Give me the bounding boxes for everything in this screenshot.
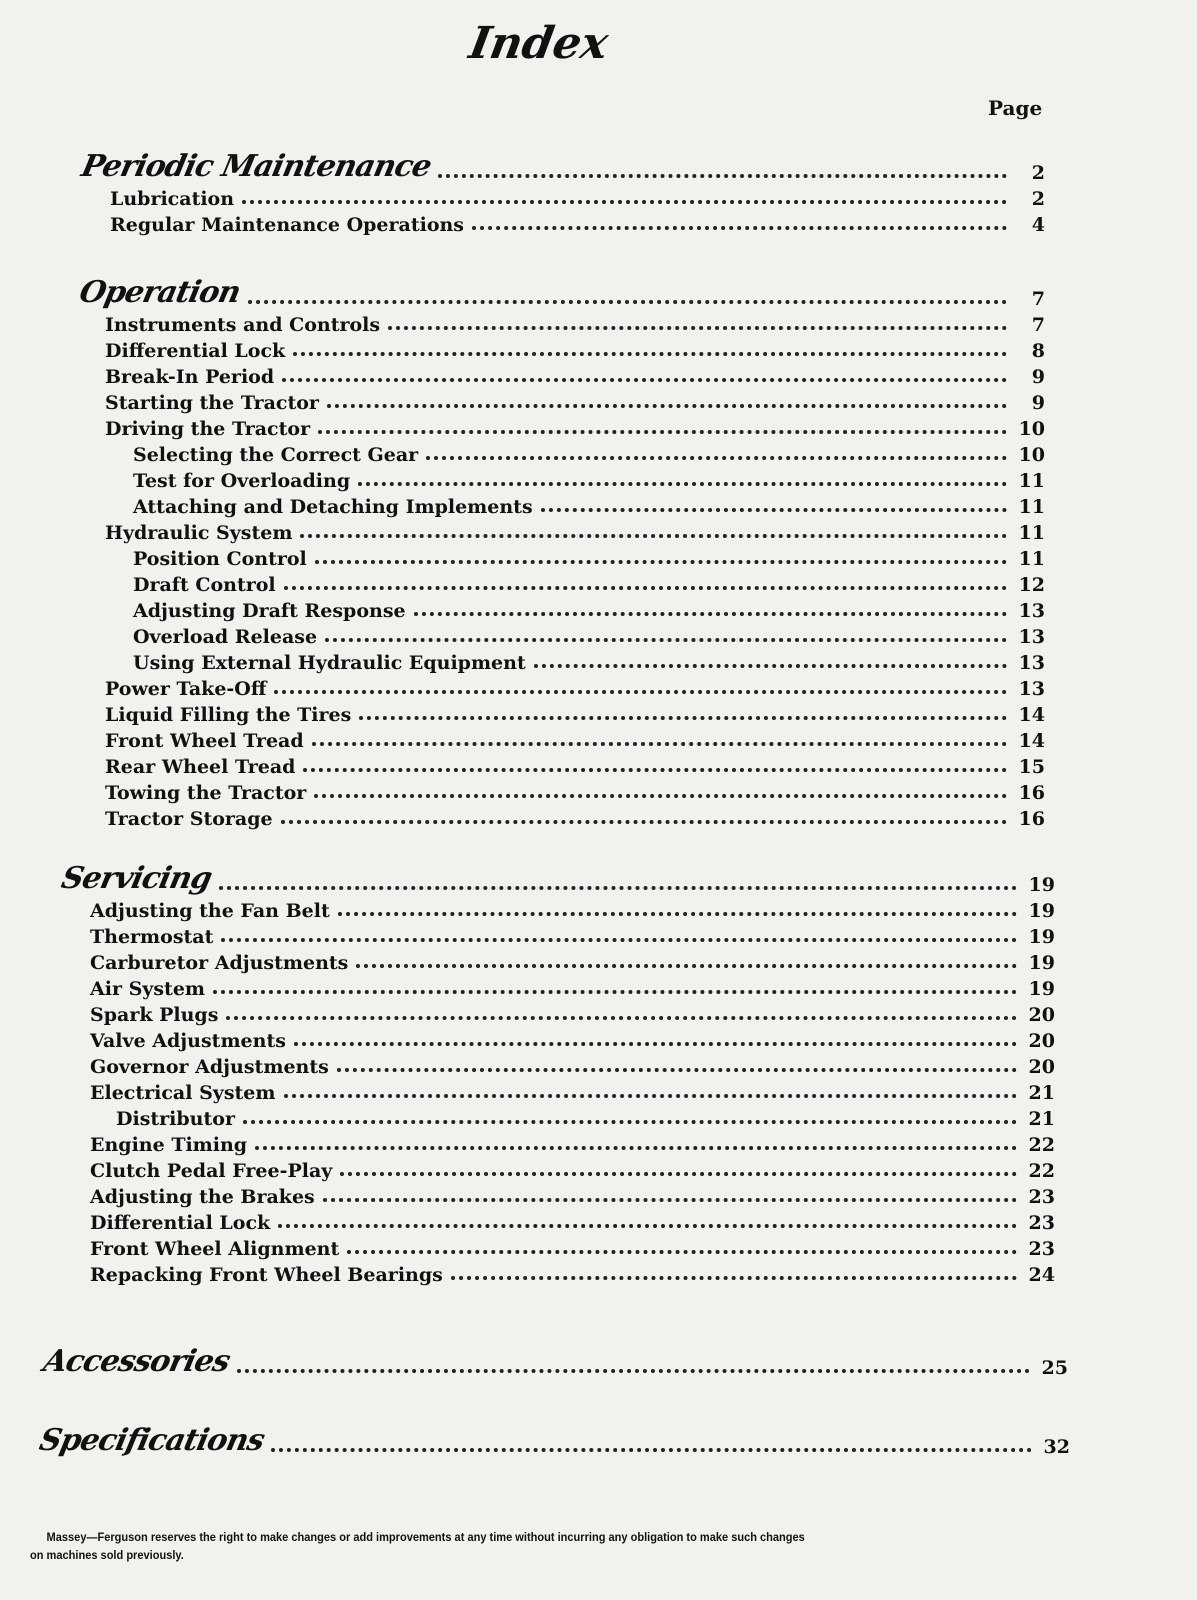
toc-entry-label: Electrical System (90, 1082, 276, 1104)
toc-page-number: 14 (1018, 704, 1045, 726)
toc-entry (133, 492, 1045, 518)
toc-entry-label: Regular Maintenance Operations (110, 214, 465, 236)
dot-leader (219, 886, 1017, 890)
toc-entry-label: Air System (90, 978, 206, 1000)
toc-entry-label: Draft Control (133, 574, 276, 596)
toc-entry-label: Governor Adjustments (90, 1056, 329, 1078)
toc-entry (133, 648, 1045, 674)
toc-entry-label: Liquid Filling the Tires (105, 704, 352, 726)
toc-entry-label: Position Control (133, 548, 307, 570)
toc-section (0, 862, 1197, 1286)
toc-entry (133, 570, 1045, 596)
toc-entry (133, 622, 1045, 648)
dot-leader (359, 716, 1007, 720)
toc-entry-label: Test for Overloading (133, 470, 351, 492)
toc-entry (133, 544, 1045, 570)
toc-page-number: 23 (1028, 1186, 1055, 1208)
toc-entry-label: Break-In Period (105, 366, 275, 388)
toc-page-number: 11 (1018, 470, 1045, 492)
toc-page-number: 10 (1018, 418, 1045, 440)
dot-leader (213, 990, 1017, 994)
toc-entry (105, 752, 1045, 778)
dot-leader (278, 1224, 1017, 1228)
toc-page-number: 11 (1018, 522, 1045, 544)
toc-entry-label: Driving the Tractor (105, 418, 311, 440)
toc-entry (90, 1208, 1055, 1234)
footer-disclaimer (30, 1528, 968, 1564)
toc-entry (90, 1130, 1055, 1156)
toc-page-number: 19 (1028, 874, 1055, 896)
toc-page-number: 11 (1018, 496, 1045, 518)
toc-section-heading (36, 1423, 1070, 1458)
toc-page-number: 10 (1018, 444, 1045, 466)
toc-entry (110, 210, 1045, 236)
toc-section-heading (76, 275, 1045, 310)
dot-leader (243, 1120, 1017, 1124)
toc-page-number: 7 (1031, 288, 1045, 310)
toc-page-number: 13 (1018, 626, 1045, 648)
toc-entry-label: Clutch Pedal Free-Play (90, 1160, 333, 1182)
toc-entry-label: Accessories (40, 1344, 233, 1379)
toc-section (0, 276, 1197, 830)
toc-page-number: 16 (1018, 782, 1045, 804)
page-column-header: Page (988, 96, 1043, 120)
dot-leader (318, 430, 1007, 434)
toc-page-number: 11 (1018, 548, 1045, 570)
toc-entry (90, 974, 1055, 1000)
toc-entry-label: Specifications (36, 1423, 268, 1458)
toc-page-number: 13 (1018, 678, 1045, 700)
toc-entry-label: Starting the Tractor (105, 392, 319, 414)
toc-page-number: 20 (1028, 1030, 1055, 1052)
dot-leader (237, 1369, 1030, 1373)
dot-leader (242, 200, 1007, 204)
toc-entry (133, 440, 1045, 466)
toc-page-number: 4 (1031, 214, 1045, 236)
toc-entry (105, 700, 1045, 726)
toc-entry (105, 778, 1045, 804)
toc-entry (116, 1104, 1055, 1130)
toc-entry (90, 1156, 1055, 1182)
dot-leader (534, 664, 1007, 668)
toc-entry (90, 896, 1055, 922)
toc-page-number: 7 (1031, 314, 1045, 336)
dot-leader (340, 1172, 1017, 1176)
toc-entry-label: Operation (76, 275, 244, 310)
dot-leader (337, 1068, 1017, 1072)
dot-leader (426, 456, 1007, 460)
dot-leader (338, 912, 1017, 916)
toc-page-number: 9 (1031, 392, 1045, 414)
footer-line-2: on machines sold previously. (30, 1548, 184, 1562)
toc-page-number: 9 (1031, 366, 1045, 388)
toc-entry-label: Hydraulic System (105, 522, 293, 544)
toc-entry-label: Periodic Maintenance (78, 149, 435, 184)
toc-entry-label: Servicing (58, 861, 215, 896)
toc-entry-label: Adjusting Draft Response (133, 600, 406, 622)
toc-entry (105, 388, 1045, 414)
toc-section-heading (40, 1344, 1068, 1379)
dot-leader (472, 226, 1007, 230)
toc-entry-label: Overload Release (133, 626, 318, 648)
toc-entry (90, 1052, 1055, 1078)
toc-entry-label: Differential Lock (105, 340, 286, 362)
toc-entry (110, 184, 1045, 210)
toc-page-number: 21 (1028, 1082, 1055, 1104)
toc-entry-label: Engine Timing (90, 1134, 248, 1156)
toc-entry (105, 674, 1045, 700)
toc-page-number: 20 (1028, 1056, 1055, 1078)
dot-leader (347, 1250, 1017, 1254)
dot-leader (541, 508, 1007, 512)
toc-page-number: 19 (1028, 900, 1055, 922)
toc-page-number: 19 (1028, 978, 1055, 1000)
toc-entry (90, 948, 1055, 974)
toc-entry-label: Thermostat (90, 926, 214, 948)
dot-leader (315, 560, 1007, 564)
dot-leader (303, 768, 1007, 772)
page-title: Index (465, 18, 613, 69)
dot-leader (271, 1448, 1032, 1452)
dot-leader (356, 964, 1017, 968)
toc-entry-label: Towing the Tractor (105, 782, 307, 804)
toc-section-heading (58, 861, 1055, 896)
toc-page-number: 25 (1041, 1357, 1068, 1379)
dot-leader (438, 174, 1007, 178)
dot-leader (284, 586, 1007, 590)
dot-leader (255, 1146, 1017, 1150)
toc-entry (90, 1260, 1055, 1286)
dot-leader (221, 938, 1017, 942)
toc-page-number: 8 (1031, 340, 1045, 362)
dot-leader (358, 482, 1007, 486)
toc-entry (105, 362, 1045, 388)
toc-entry (105, 726, 1045, 752)
toc-entry-label: Using External Hydraulic Equipment (133, 652, 526, 674)
toc-page-number: 24 (1028, 1264, 1055, 1286)
footer-line-1: Massey—Ferguson reserves the right to make changes or add improvements at any time without incurring any obligation to make such changes (46, 1530, 805, 1544)
toc-section (0, 150, 1197, 236)
toc-section (0, 1345, 1197, 1379)
toc-entry-label: Adjusting the Fan Belt (90, 900, 330, 922)
dot-leader (294, 1042, 1017, 1046)
toc-entry-label: Tractor Storage (105, 808, 273, 830)
toc-page-number: 22 (1028, 1160, 1055, 1182)
toc-entry (105, 336, 1045, 362)
dot-leader (312, 742, 1007, 746)
toc-page-number: 23 (1028, 1212, 1055, 1234)
toc-page-number: 2 (1031, 188, 1045, 210)
dot-leader (327, 404, 1007, 408)
toc-page-number: 20 (1028, 1004, 1055, 1026)
dot-leader (451, 1276, 1017, 1280)
toc-entry-label: Distributor (116, 1108, 235, 1130)
toc-entry (105, 310, 1045, 336)
dot-leader (293, 352, 1007, 356)
toc-entry (105, 804, 1045, 830)
toc-page-number: 32 (1043, 1436, 1070, 1458)
toc-entry-label: Adjusting the Brakes (90, 1186, 315, 1208)
toc-page-number: 16 (1018, 808, 1045, 830)
toc-entry-label: Spark Plugs (90, 1004, 219, 1026)
dot-leader (226, 1016, 1017, 1020)
toc-entry (90, 1026, 1055, 1052)
toc-page-number: 19 (1028, 952, 1055, 974)
toc-entry-label: Differential Lock (90, 1212, 271, 1234)
dot-leader (282, 378, 1007, 382)
dot-leader (314, 794, 1007, 798)
dot-leader (248, 300, 1007, 304)
dot-leader (325, 638, 1007, 642)
dot-leader (323, 1198, 1017, 1202)
toc-entry (90, 1078, 1055, 1104)
toc-page-number: 13 (1018, 600, 1045, 622)
toc-page-number: 22 (1028, 1134, 1055, 1156)
toc-entry-label: Attaching and Detaching Implements (133, 496, 533, 518)
dot-leader (274, 690, 1007, 694)
toc-entry (90, 1234, 1055, 1260)
toc-entry-label: Carburetor Adjustments (90, 952, 349, 974)
toc-entry-label: Front Wheel Alignment (90, 1238, 340, 1260)
toc-entry (133, 596, 1045, 622)
toc-entry-label: Rear Wheel Tread (105, 756, 296, 778)
toc-entry (90, 922, 1055, 948)
dot-leader (281, 820, 1007, 824)
toc-page-number: 15 (1018, 756, 1045, 778)
dot-leader (414, 612, 1007, 616)
toc-section-heading (78, 149, 1045, 184)
toc-entry-label: Valve Adjustments (90, 1030, 286, 1052)
toc-page-number: 13 (1018, 652, 1045, 674)
toc-entry (105, 414, 1045, 440)
toc-page-number: 2 (1031, 162, 1045, 184)
toc-page-number: 12 (1018, 574, 1045, 596)
dot-leader (388, 326, 1007, 330)
toc-entry-label: Power Take-Off (105, 678, 267, 700)
toc-page-number: 23 (1028, 1238, 1055, 1260)
toc-section (0, 1424, 1197, 1458)
toc-entry-label: Instruments and Controls (105, 314, 381, 336)
toc-page-number: 21 (1028, 1108, 1055, 1130)
toc-entry (105, 518, 1045, 544)
dot-leader (300, 534, 1007, 538)
toc-entry-label: Lubrication (110, 188, 235, 210)
toc-entry (90, 1182, 1055, 1208)
toc-entry-label: Front Wheel Tread (105, 730, 304, 752)
toc-entry-label: Selecting the Correct Gear (133, 444, 419, 466)
toc-entry (90, 1000, 1055, 1026)
dot-leader (284, 1094, 1017, 1098)
toc-page-number: 14 (1018, 730, 1045, 752)
toc-page-number: 19 (1028, 926, 1055, 948)
toc-entry (133, 466, 1045, 492)
toc-entry-label: Repacking Front Wheel Bearings (90, 1264, 443, 1286)
